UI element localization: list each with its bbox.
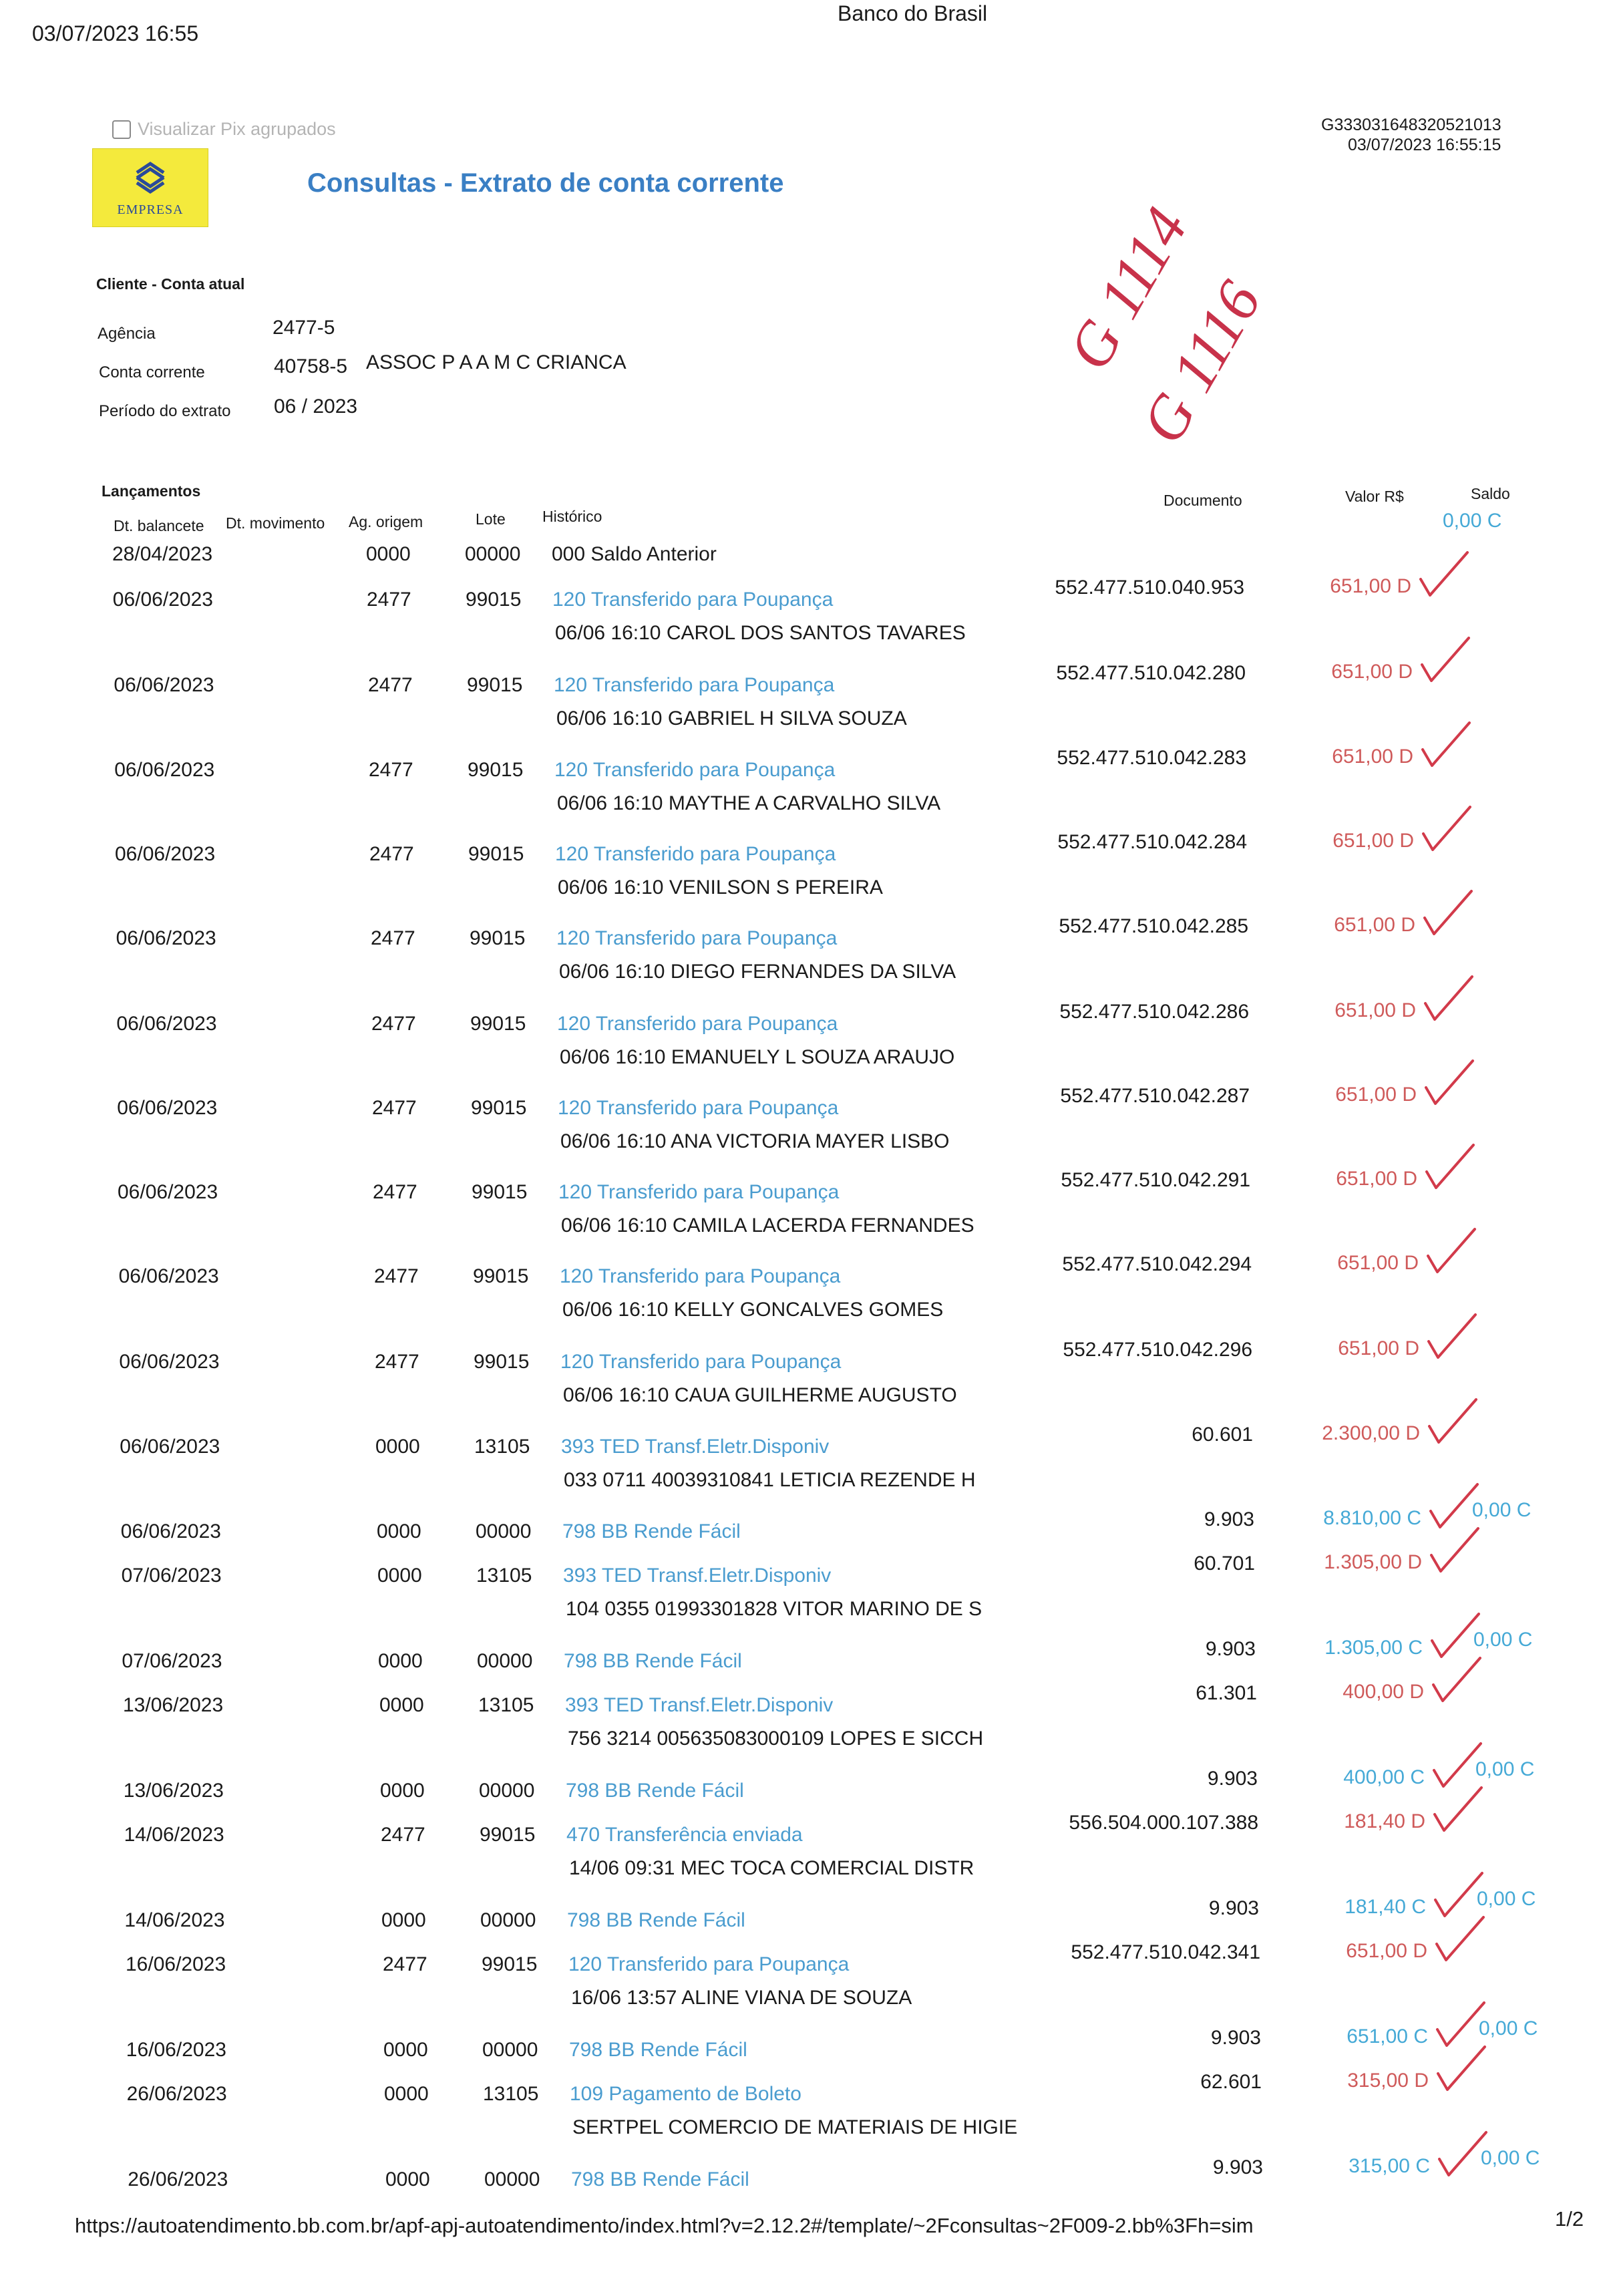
- logo-text: EMPRESA: [117, 202, 184, 217]
- row-documento: 552.477.510.042.287: [1060, 1085, 1250, 1107]
- row-lote: 00000: [476, 1520, 532, 1542]
- col-ag-origem: Ag. origem: [349, 513, 423, 530]
- check-mark-icon: [1429, 1781, 1489, 1841]
- row-lote: 99015: [480, 1824, 536, 1846]
- check-mark-icon: [1417, 716, 1477, 776]
- table-row: [0, 1810, 1609, 1879]
- row-date: 06/06/2023: [120, 1520, 221, 1542]
- row-date: 14/06/2023: [124, 1909, 225, 1931]
- row-lote: 13105: [478, 1694, 534, 1716]
- row-date: 06/06/2023: [114, 674, 214, 696]
- row-date: 06/06/2023: [114, 759, 215, 781]
- row-historico: 109 Pagamento de Boleto: [570, 2083, 801, 2105]
- row-lote: 13105: [483, 2083, 539, 2105]
- table-row: [0, 1337, 1609, 1406]
- row-lote: 13105: [476, 1565, 532, 1587]
- row-detail: 06/06 16:10 VENILSON S PEREIRA: [558, 876, 883, 898]
- row-saldo: 0,00 C: [1479, 2017, 1538, 2039]
- periodo-value: 06 / 2023: [274, 395, 358, 418]
- row-ag-origem: 0000: [366, 543, 411, 565]
- row-detail: 756 3214 005635083000109 LOPES E SICCH: [568, 1728, 984, 1750]
- row-valor: 651,00 D: [1334, 914, 1415, 936]
- row-ag-origem: 0000: [381, 1909, 426, 1931]
- pix-grouped-option[interactable]: [112, 119, 336, 140]
- row-valor: 651,00 D: [1332, 830, 1414, 852]
- row-saldo: 0,00 C: [1473, 1629, 1533, 1651]
- account-holder: ASSOC P A A M C CRIANCA: [366, 351, 627, 373]
- table-row: [0, 914, 1609, 983]
- row-detail: 06/06 16:10 ANA VICTORIA MAYER LISBO: [560, 1130, 950, 1152]
- print-datetime: 03/07/2023 16:55: [32, 21, 199, 45]
- table-row: [0, 1681, 1609, 1750]
- conta-label: Conta corrente: [99, 363, 205, 381]
- row-documento: 552.477.510.042.296: [1063, 1339, 1252, 1361]
- row-lote: 99015: [473, 1265, 529, 1287]
- row-documento: 552.477.510.042.284: [1057, 831, 1247, 853]
- table-row: [0, 661, 1609, 729]
- handwritten-note-1: G 1114: [1054, 196, 1201, 381]
- bank-name: Banco do Brasil: [838, 1, 988, 25]
- row-valor: 651,00 D: [1346, 1940, 1427, 1962]
- row-date: 26/06/2023: [128, 2168, 228, 2190]
- check-mark-icon: [1428, 1651, 1488, 1711]
- row-documento: 9.903: [1212, 2156, 1263, 2178]
- row-date: 06/06/2023: [116, 927, 216, 949]
- row-documento: 61.301: [1196, 1682, 1257, 1704]
- row-historico: 393 TED Transf.Eletr.Disponiv: [563, 1565, 832, 1587]
- row-documento: 552.477.510.042.286: [1059, 1001, 1249, 1023]
- row-documento: 9.903: [1208, 1897, 1259, 1919]
- row-ag-origem: 2477: [372, 1097, 417, 1119]
- row-date: 13/06/2023: [123, 1694, 224, 1716]
- row-documento: 556.504.000.107.388: [1069, 1812, 1258, 1834]
- table-row: [0, 1422, 1609, 1491]
- row-historico: 393 TED Transf.Eletr.Disponiv: [561, 1436, 830, 1458]
- row-ag-origem: 0000: [375, 1436, 420, 1458]
- check-mark-icon: [1421, 1138, 1481, 1198]
- pix-grouped-label: Visualizar Pix agrupados: [138, 119, 336, 139]
- row-lote: 00000: [465, 543, 521, 565]
- row-detail: 14/06 09:31 MEC TOCA COMERCIAL DISTR: [569, 1857, 974, 1879]
- row-date: 16/06/2023: [126, 2039, 226, 2061]
- row-valor: 651,00 D: [1338, 1337, 1419, 1359]
- table-row: [0, 1940, 1609, 2009]
- table-row: [0, 1168, 1609, 1237]
- row-documento: 9.903: [1205, 1638, 1256, 1660]
- row-documento: 9.903: [1207, 1768, 1258, 1790]
- check-mark-icon: [1415, 546, 1475, 606]
- check-mark-icon: [1426, 1522, 1486, 1582]
- row-detail: 06/06 16:10 CAMILA LACERDA FERNANDES: [561, 1214, 974, 1237]
- row-date: 06/06/2023: [115, 843, 216, 865]
- page-number: 1/2: [1555, 2207, 1584, 2231]
- row-detail: 06/06 16:10 CAUA GUILHERME AUGUSTO: [563, 1384, 957, 1406]
- row-historico: 120 Transferido para Poupança: [568, 1953, 850, 1975]
- row-historico: 798 BB Rende Fácil: [569, 2039, 747, 2061]
- row-detail: 06/06 16:10 EMANUELY L SOUZA ARAUJO: [560, 1046, 955, 1068]
- row-ag-origem: 2477: [369, 759, 413, 781]
- row-documento: 552.477.510.042.341: [1071, 1941, 1260, 1963]
- row-saldo: 0,00 C: [1443, 510, 1502, 532]
- row-ag-origem: 2477: [381, 1824, 425, 1846]
- row-detail: 06/06 16:10 MAYTHE A CARVALHO SILVA: [557, 792, 941, 814]
- row-historico: 120 Transferido para Poupança: [552, 589, 834, 611]
- row-valor: 315,00 D: [1347, 2070, 1429, 2092]
- row-lote: 00000: [479, 1780, 535, 1802]
- row-lote: 99015: [470, 927, 526, 949]
- row-historico: 798 BB Rende Fácil: [564, 1650, 742, 1672]
- check-mark-icon: [1418, 800, 1478, 860]
- check-mark-icon: [1420, 970, 1480, 1030]
- row-documento: 552.477.510.042.280: [1056, 662, 1246, 684]
- row-detail: 06/06 16:10 KELLY GONCALVES GOMES: [562, 1299, 944, 1321]
- row-ag-origem: 0000: [380, 1780, 425, 1802]
- row-detail: 06/06 16:10 GABRIEL H SILVA SOUZA: [556, 707, 907, 729]
- row-documento: 62.601: [1200, 2071, 1262, 2093]
- check-mark-icon: [1417, 631, 1477, 691]
- row-valor: 400,00 D: [1343, 1681, 1424, 1703]
- row-historico: 120 Transferido para Poupança: [558, 1097, 839, 1119]
- row-lote: 99015: [474, 1351, 530, 1373]
- table-row: [0, 1551, 1609, 1620]
- table-row: [0, 999, 1609, 1068]
- row-documento: 552.477.510.042.285: [1059, 915, 1248, 937]
- row-historico: 798 BB Rende Fácil: [562, 1520, 741, 1542]
- row-valor: 651,00 D: [1337, 1252, 1419, 1274]
- row-lote: 99015: [471, 1097, 527, 1119]
- row-date: 16/06/2023: [126, 1953, 226, 1975]
- row-saldo: 0,00 C: [1475, 1758, 1535, 1780]
- row-ag-origem: 2477: [374, 1265, 419, 1287]
- bb-logo-icon: [132, 158, 169, 196]
- row-documento: 552.477.510.040.953: [1055, 577, 1244, 599]
- row-historico: 798 BB Rende Fácil: [571, 2168, 749, 2190]
- handwritten-annotation: [1054, 196, 1336, 454]
- table-row: [0, 2070, 1609, 2138]
- check-mark-icon: [1423, 1308, 1483, 1368]
- row-ag-origem: 0000: [377, 1565, 422, 1587]
- row-ag-origem: 0000: [378, 1650, 423, 1672]
- lancamentos-label: Lançamentos: [102, 482, 201, 500]
- row-valor: 400,00 C: [1343, 1766, 1425, 1788]
- row-detail: 104 0355 01993301828 VITOR MARINO DE S: [566, 1598, 982, 1620]
- agencia-value: 2477-5: [273, 317, 335, 339]
- document-code: [1321, 115, 1501, 155]
- row-date: 06/06/2023: [116, 1013, 217, 1035]
- footer-url: https://autoatendimento.bb.com.br/apf-apj-autoatendimento/index.html?v=2.12.2#/template/~2Fconsultas~2F009-2.bb%3Fh=sim: [75, 2214, 1254, 2237]
- row-historico: 393 TED Transf.Eletr.Disponiv: [565, 1694, 834, 1716]
- row-ag-origem: 0000: [383, 2039, 428, 2061]
- conta-value: 40758-5: [274, 355, 348, 377]
- row-ag-origem: 2477: [369, 843, 414, 865]
- row-valor: 8.810,00 C: [1323, 1507, 1421, 1529]
- row-lote: 00000: [484, 2168, 540, 2190]
- row-historico: 120 Transferido para Poupança: [560, 1351, 842, 1373]
- row-lote: 13105: [474, 1436, 530, 1458]
- row-historico: 120 Transferido para Poupança: [557, 1013, 838, 1035]
- row-detail: 033 0711 40039310841 LETICIA REZENDE H: [564, 1469, 976, 1491]
- row-date: 06/06/2023: [119, 1351, 220, 1373]
- check-mark-icon: [1419, 884, 1479, 945]
- row-lote: 99015: [466, 589, 522, 611]
- row-valor: 651,00 D: [1335, 1084, 1417, 1106]
- row-lote: 99015: [482, 1953, 538, 1975]
- row-historico: 120 Transferido para Poupança: [555, 843, 836, 865]
- table-row: [0, 575, 1609, 644]
- row-ag-origem: 2477: [371, 927, 415, 949]
- row-valor: 651,00 D: [1334, 999, 1416, 1021]
- row-ag-origem: 0000: [385, 2168, 430, 2190]
- row-ag-origem: 0000: [384, 2083, 429, 2105]
- row-date: 06/06/2023: [118, 1265, 219, 1287]
- table-row: [0, 830, 1609, 898]
- row-lote: 99015: [468, 759, 524, 781]
- row-detail: SERTPEL COMERCIO DE MATERIAIS DE HIGIE: [572, 2116, 1018, 2138]
- page-title: Consultas - Extrato de conta corrente: [307, 168, 784, 198]
- row-valor: 181,40 D: [1344, 1810, 1425, 1832]
- row-valor: 1.305,00 D: [1324, 1551, 1422, 1573]
- row-lote: 00000: [480, 1909, 536, 1931]
- row-date: 28/04/2023: [112, 543, 213, 565]
- row-date: 26/06/2023: [126, 2083, 227, 2105]
- check-mark-icon: [1433, 2040, 1493, 2100]
- row-lote: 00000: [482, 2039, 538, 2061]
- periodo-label: Período do extrato: [99, 402, 231, 420]
- row-date: 13/06/2023: [123, 1780, 224, 1802]
- row-ag-origem: 2477: [371, 1013, 416, 1035]
- check-mark-icon: [1431, 1911, 1491, 1971]
- row-lote: 99015: [468, 843, 524, 865]
- row-saldo: 0,00 C: [1481, 2147, 1540, 2169]
- row-historico: 798 BB Rende Fácil: [567, 1909, 745, 1931]
- row-historico: 470 Transferência enviada: [566, 1824, 803, 1846]
- document-code-id: G333031648320521013: [1321, 116, 1501, 134]
- row-documento: 60.601: [1192, 1424, 1253, 1446]
- row-valor: 651,00 D: [1336, 1168, 1417, 1190]
- table-row: [0, 1084, 1609, 1152]
- table-row: [0, 2147, 1609, 2206]
- row-ag-origem: 2477: [375, 1351, 419, 1373]
- row-lote: 99015: [467, 674, 523, 696]
- col-saldo: Saldo: [1471, 485, 1510, 502]
- row-historico: 798 BB Rende Fácil: [566, 1780, 744, 1802]
- client-section-label: Cliente - Conta atual: [96, 275, 245, 293]
- row-date: 06/06/2023: [118, 1181, 218, 1203]
- row-documento: 552.477.510.042.294: [1062, 1253, 1252, 1275]
- row-detail: 06/06 16:10 DIEGO FERNANDES DA SILVA: [559, 961, 956, 983]
- row-historico: 120 Transferido para Poupança: [558, 1181, 840, 1203]
- row-valor: 1.305,00 C: [1324, 1637, 1423, 1659]
- row-date: 14/06/2023: [124, 1824, 224, 1846]
- check-mark-icon: [1423, 1222, 1483, 1283]
- col-valor: Valor R$: [1345, 488, 1404, 505]
- row-valor: 315,00 C: [1349, 2155, 1430, 2177]
- row-valor: 651,00 D: [1331, 661, 1413, 683]
- row-ag-origem: 2477: [368, 674, 413, 696]
- agencia-label: Agência: [98, 325, 156, 343]
- row-date: 06/06/2023: [120, 1436, 220, 1458]
- row-historico: 000 Saldo Anterior: [552, 543, 717, 565]
- row-documento: 552.477.510.042.283: [1057, 747, 1246, 769]
- bb-empresa-logo: [92, 148, 208, 227]
- col-documento: Documento: [1164, 492, 1242, 509]
- col-historico: Histórico: [542, 508, 602, 525]
- row-lote: 99015: [470, 1013, 526, 1035]
- row-documento: 9.903: [1210, 2027, 1261, 2049]
- row-lote: 00000: [477, 1650, 533, 1672]
- table-row: [0, 1252, 1609, 1321]
- row-historico: 120 Transferido para Poupança: [560, 1265, 841, 1287]
- row-valor: 651,00 C: [1347, 2025, 1428, 2047]
- row-valor: 651,00 D: [1332, 746, 1413, 768]
- row-detail: 06/06 16:10 CAROL DOS SANTOS TAVARES: [555, 622, 966, 644]
- row-date: 06/06/2023: [117, 1097, 218, 1119]
- row-historico: 120 Transferido para Poupança: [554, 759, 836, 781]
- row-ag-origem: 2477: [373, 1181, 417, 1203]
- row-date: 07/06/2023: [121, 1565, 222, 1587]
- handwritten-note-2: G 1116: [1127, 270, 1274, 454]
- pix-grouped-checkbox[interactable]: [112, 120, 131, 139]
- check-mark-icon: [1421, 1054, 1481, 1114]
- row-documento: 552.477.510.042.291: [1061, 1169, 1250, 1191]
- col-dt-movimento: Dt. movimento: [226, 514, 325, 532]
- row-date: 07/06/2023: [122, 1650, 222, 1672]
- row-saldo: 0,00 C: [1477, 1888, 1536, 1910]
- check-mark-icon: [1434, 2126, 1494, 2186]
- row-historico: 120 Transferido para Poupança: [556, 927, 838, 949]
- row-documento: 9.903: [1204, 1508, 1254, 1530]
- col-dt-balancete: Dt. balancete: [114, 517, 204, 534]
- check-mark-icon: [1424, 1393, 1484, 1453]
- col-lote: Lote: [476, 510, 506, 528]
- row-valor: 181,40 C: [1345, 1896, 1426, 1918]
- row-ag-origem: 0000: [379, 1694, 424, 1716]
- row-historico: 120 Transferido para Poupança: [554, 674, 835, 696]
- row-lote: 99015: [472, 1181, 528, 1203]
- row-saldo: 0,00 C: [1472, 1499, 1532, 1521]
- row-documento: 60.701: [1194, 1552, 1255, 1575]
- row-date: 06/06/2023: [112, 589, 213, 611]
- row-ag-origem: 2477: [383, 1953, 427, 1975]
- row-ag-origem: 0000: [377, 1520, 421, 1542]
- row-ag-origem: 2477: [367, 589, 411, 611]
- table-row: [0, 746, 1609, 814]
- row-detail: 16/06 13:57 ALINE VIANA DE SOUZA: [571, 1987, 912, 2009]
- row-valor: 651,00 D: [1330, 575, 1411, 597]
- document-code-datetime: 03/07/2023 16:55:15: [1348, 136, 1501, 154]
- row-valor: 2.300,00 D: [1322, 1422, 1420, 1444]
